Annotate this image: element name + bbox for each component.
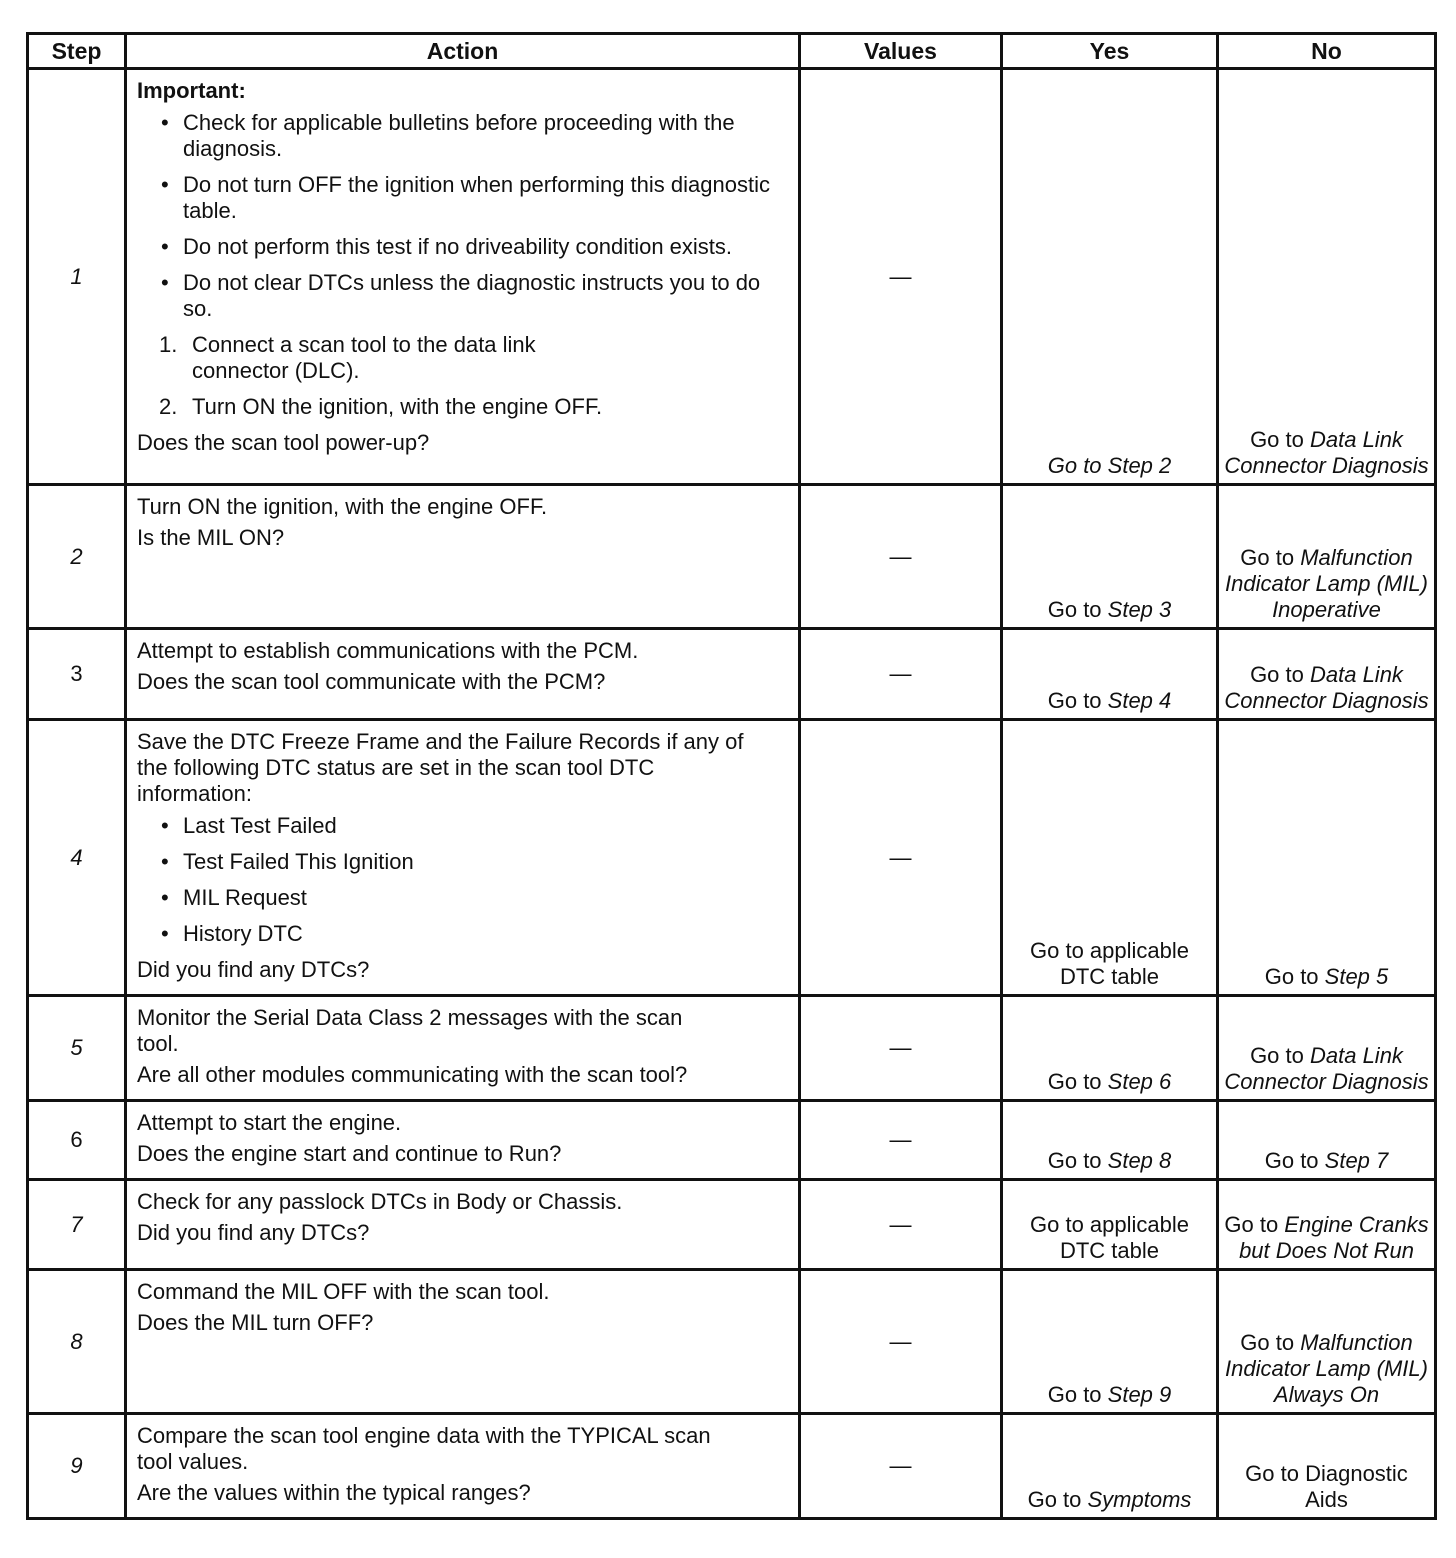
yes-cell [1002, 485, 1218, 629]
yes-link: Step 6 [1107, 1069, 1172, 1094]
table-row-step-5 [28, 996, 1436, 1101]
list-text: Turn ON the ignition, with the engine OFF. [192, 394, 603, 419]
question-text: Does the scan tool power-up? [137, 430, 430, 455]
no-cell [1218, 485, 1436, 629]
value-cell: — [800, 1180, 1002, 1270]
table-row-step-9 [28, 1414, 1436, 1519]
question-text: Are all other modules communicating with the scan tool? [137, 1062, 688, 1087]
action-text: Attempt to start the engine. [137, 1110, 402, 1135]
question-text: Is the MIL ON? [137, 525, 285, 550]
no-prefix: Go to [1264, 964, 1325, 989]
yes-prefix: Go to [1027, 1487, 1088, 1512]
yes-link: Go to Step 2 [1047, 453, 1172, 478]
list-item: • Test Failed This Ignition [161, 849, 788, 875]
action-cell [126, 629, 800, 720]
value-cell: — [800, 1414, 1002, 1519]
yes-link: Step 8 [1107, 1148, 1172, 1173]
yes-link: Symptoms [1087, 1487, 1192, 1512]
action-cell [126, 996, 800, 1101]
table-row-step-1 [28, 69, 1436, 485]
no-cell [1218, 1270, 1436, 1414]
no-cell [1218, 1101, 1436, 1180]
value-cell: — [800, 629, 1002, 720]
action-text: Compare the scan tool engine data with the TYPICAL scan tool values. [137, 1423, 711, 1474]
action-cell [126, 1414, 800, 1519]
yes-cell [1002, 1414, 1218, 1519]
no-prefix: Go to [1250, 427, 1310, 452]
action-cell [126, 1270, 800, 1414]
yes-prefix: Go to applicable DTC table [1030, 938, 1189, 989]
action-cell [126, 720, 800, 996]
no-cell [1218, 996, 1436, 1101]
question-text: Are the values within the typical ranges? [137, 1480, 531, 1505]
action-cell [126, 485, 800, 629]
no-link: Malfunction Indicator Lamp (MIL) Inoperative [1225, 545, 1428, 622]
action-text: Monitor the Serial Data Class 2 messages with the scan tool. [137, 1005, 683, 1056]
bullet-list [137, 110, 788, 322]
no-cell [1218, 720, 1436, 996]
action-cell [126, 1180, 800, 1270]
yes-cell [1002, 69, 1218, 485]
no-link: Step 5 [1324, 964, 1389, 989]
list-item: • Check for applicable bulletins before proceeding with the diagnosis. [161, 110, 788, 162]
yes-prefix: Go to [1047, 1069, 1108, 1094]
yes-prefix: Go to applicable DTC table [1030, 1212, 1189, 1263]
list-item: • MIL Request [161, 885, 788, 911]
no-link: Engine Cranks but Does Not Run [1239, 1212, 1429, 1263]
yes-prefix: Go to [1047, 1148, 1108, 1173]
table-row-step-7 [28, 1180, 1436, 1270]
yes-prefix: Go to [1047, 1382, 1108, 1407]
important-label: Important: [137, 78, 246, 103]
no-prefix: Go to [1264, 1148, 1325, 1173]
yes-cell [1002, 996, 1218, 1101]
yes-cell [1002, 629, 1218, 720]
step-number: 5 [28, 996, 126, 1101]
yes-link: Step 4 [1107, 688, 1172, 713]
question-text: Does the scan tool communicate with the PCM? [137, 669, 606, 694]
yes-cell [1002, 720, 1218, 996]
no-prefix: Go to Diagnostic Aids [1245, 1461, 1408, 1512]
yes-prefix: Go to [1047, 597, 1108, 622]
table-row-step-4 [28, 720, 1436, 996]
no-link: Data Link Connector Diagnosis [1224, 1043, 1429, 1094]
list-item: • Do not clear DTCs unless the diagnostic instructs you to do so. [161, 270, 788, 322]
no-cell [1218, 69, 1436, 485]
table-row-step-8 [28, 1270, 1436, 1414]
value-cell: — [800, 485, 1002, 629]
question-text: Does the MIL turn OFF? [137, 1310, 374, 1335]
no-cell [1218, 1180, 1436, 1270]
yes-link: Step 3 [1107, 597, 1172, 622]
list-item: • Do not turn OFF the ignition when performing this diagnostic table. [161, 172, 788, 224]
list-number: 1. [159, 332, 178, 357]
no-link: Data Link Connector Diagnosis [1224, 427, 1429, 478]
table-row-step-3 [28, 629, 1436, 720]
no-link: Data Link Connector Diagnosis [1224, 662, 1429, 713]
step-number: 1 [28, 69, 126, 485]
yes-cell [1002, 1101, 1218, 1180]
table-row-step-2 [28, 485, 1436, 629]
action-text: Save the DTC Freeze Frame and the Failure Records if any of the following DTC status are set in the scan tool DTC information: [137, 729, 744, 806]
numbered-list [137, 332, 788, 420]
action-cell [126, 69, 800, 485]
value-cell: — [800, 720, 1002, 996]
no-link: Step 7 [1324, 1148, 1389, 1173]
bullet-list [137, 813, 788, 947]
list-item: • History DTC [161, 921, 788, 947]
yes-link: Step 9 [1107, 1382, 1172, 1407]
header-no: No [1218, 34, 1436, 69]
list-item: • Last Test Failed [161, 813, 788, 839]
step-number: 4 [28, 720, 126, 996]
action-text: Turn ON the ignition, with the engine OFF. [137, 494, 548, 519]
step-number: 3 [28, 629, 126, 720]
no-prefix: Go to [1240, 545, 1301, 570]
action-text: Check for any passlock DTCs in Body or Chassis. [137, 1189, 623, 1214]
header-values: Values [800, 34, 1002, 69]
header-step: Step [28, 34, 126, 69]
no-prefix: Go to [1224, 1212, 1285, 1237]
question-text: Did you find any DTCs? [137, 1220, 370, 1245]
value-cell: — [800, 1270, 1002, 1414]
question-text: Does the engine start and continue to Run? [137, 1141, 562, 1166]
step-number: 6 [28, 1101, 126, 1180]
step-number: 2 [28, 485, 126, 629]
list-item: • Do not perform this test if no driveability condition exists. [161, 234, 788, 260]
question-text: Did you find any DTCs? [137, 957, 370, 982]
list-text: Connect a scan tool to the data link connector (DLC). [192, 332, 536, 383]
value-cell: — [800, 996, 1002, 1101]
list-item [159, 394, 788, 420]
no-prefix: Go to [1250, 662, 1310, 687]
yes-cell [1002, 1180, 1218, 1270]
list-number: 2. [159, 394, 178, 419]
step-number: 7 [28, 1180, 126, 1270]
no-cell [1218, 629, 1436, 720]
header-yes: Yes [1002, 34, 1218, 69]
step-number: 9 [28, 1414, 126, 1519]
yes-cell [1002, 1270, 1218, 1414]
no-link: Malfunction Indicator Lamp (MIL) Always On [1225, 1330, 1428, 1407]
table-row-step-6 [28, 1101, 1436, 1180]
header-action: Action [126, 34, 800, 69]
action-cell [126, 1101, 800, 1180]
yes-prefix: Go to [1047, 688, 1108, 713]
no-prefix: Go to [1240, 1330, 1301, 1355]
list-item [159, 332, 612, 384]
no-prefix: Go to [1250, 1043, 1310, 1068]
action-text: Attempt to establish communications with the PCM. [137, 638, 639, 663]
value-cell: — [800, 69, 1002, 485]
step-number: 8 [28, 1270, 126, 1414]
header-row [28, 34, 1436, 69]
value-cell: — [800, 1101, 1002, 1180]
diagnostic-table [26, 32, 1437, 1520]
action-text: Command the MIL OFF with the scan tool. [137, 1279, 550, 1304]
no-cell [1218, 1414, 1436, 1519]
